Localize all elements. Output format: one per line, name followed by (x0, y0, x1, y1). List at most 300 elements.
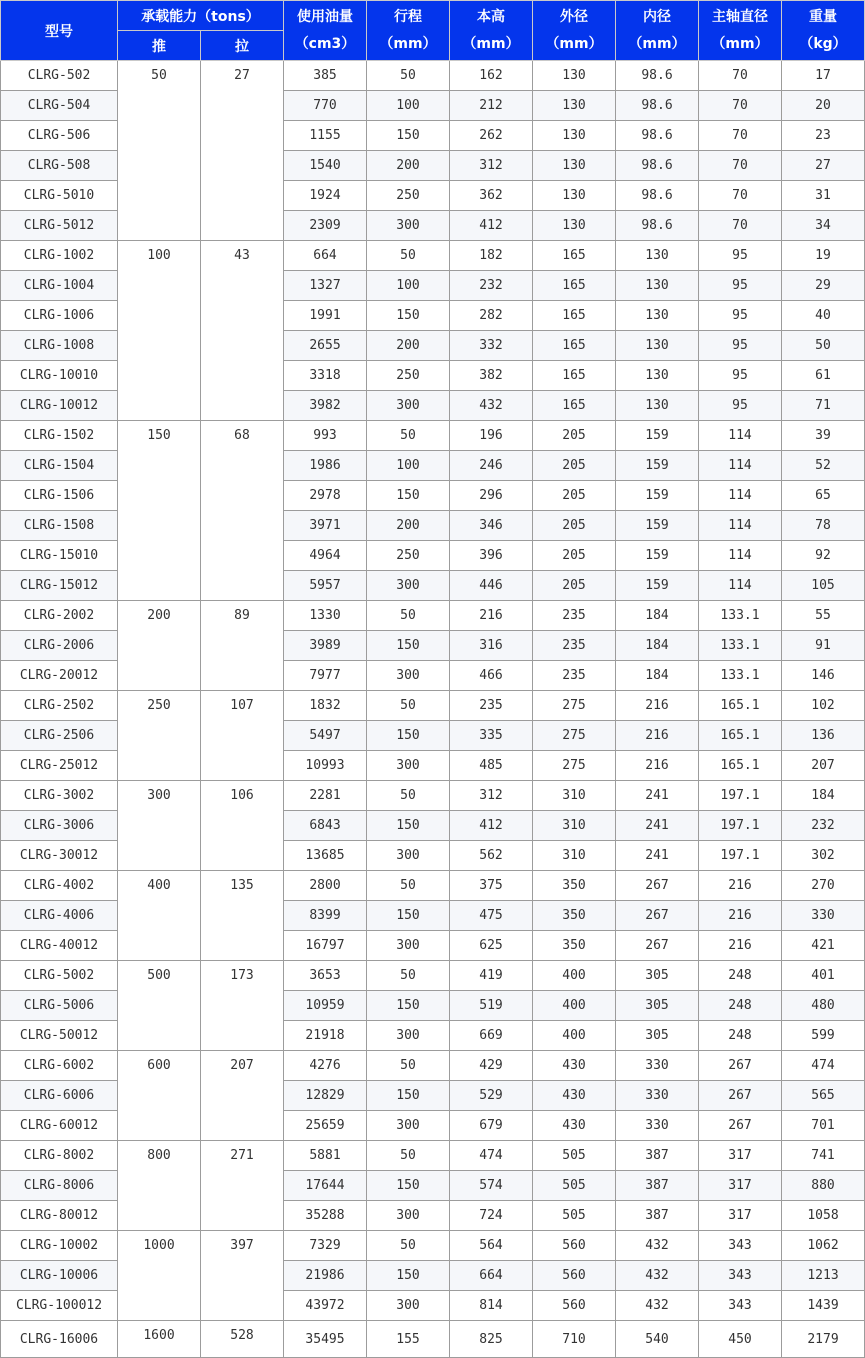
weight-cell: 20 (782, 91, 865, 121)
height-cell: 375 (450, 871, 533, 901)
model-cell: CLRG-10006 (1, 1261, 118, 1291)
outer-dia-cell: 430 (533, 1081, 616, 1111)
col-header-outer-dia-label: 外径 (560, 8, 588, 25)
stroke-cell: 300 (367, 1201, 450, 1231)
height-cell: 262 (450, 121, 533, 151)
inner-dia-cell: 130 (616, 301, 699, 331)
stroke-cell: 100 (367, 451, 450, 481)
col-header-weight (782, 1, 865, 61)
inner-dia-cell: 432 (616, 1261, 699, 1291)
outer-dia-cell: 130 (533, 61, 616, 91)
weight-cell: 78 (782, 511, 865, 541)
push-capacity-cell: 300 (118, 781, 201, 871)
shaft-dia-cell: 216 (699, 871, 782, 901)
inner-dia-cell: 216 (616, 751, 699, 781)
col-header-oil-unit: （cm3） (294, 35, 356, 52)
weight-cell: 29 (782, 271, 865, 301)
col-header-shaft-dia-label: 主轴直径 (712, 8, 768, 25)
oil-cell: 664 (284, 241, 367, 271)
model-cell: CLRG-1006 (1, 301, 118, 331)
stroke-cell: 150 (367, 1081, 450, 1111)
inner-dia-cell: 387 (616, 1141, 699, 1171)
model-cell: CLRG-1504 (1, 451, 118, 481)
shaft-dia-cell: 95 (699, 301, 782, 331)
weight-cell: 27 (782, 151, 865, 181)
col-header-inner-dia (616, 1, 699, 61)
shaft-dia-cell: 248 (699, 991, 782, 1021)
stroke-cell: 300 (367, 751, 450, 781)
inner-dia-cell: 130 (616, 391, 699, 421)
oil-cell: 3318 (284, 361, 367, 391)
oil-cell: 25659 (284, 1111, 367, 1141)
height-cell: 162 (450, 61, 533, 91)
stroke-cell: 150 (367, 811, 450, 841)
outer-dia-cell: 165 (533, 331, 616, 361)
oil-cell: 5881 (284, 1141, 367, 1171)
pull-capacity-cell: 207 (201, 1051, 284, 1141)
height-cell: 519 (450, 991, 533, 1021)
stroke-cell: 50 (367, 1141, 450, 1171)
weight-cell: 31 (782, 181, 865, 211)
model-cell: CLRG-10002 (1, 1231, 118, 1261)
oil-cell: 7329 (284, 1231, 367, 1261)
stroke-cell: 150 (367, 991, 450, 1021)
inner-dia-cell: 159 (616, 541, 699, 571)
oil-cell: 1924 (284, 181, 367, 211)
height-cell: 475 (450, 901, 533, 931)
outer-dia-cell: 430 (533, 1111, 616, 1141)
stroke-cell: 100 (367, 91, 450, 121)
oil-cell: 993 (284, 421, 367, 451)
col-header-outer-dia-unit: （mm） (545, 35, 603, 52)
col-header-capacity: 承载能力（tons） (118, 1, 284, 31)
stroke-cell: 300 (367, 1291, 450, 1321)
model-cell: CLRG-10010 (1, 361, 118, 391)
model-cell: CLRG-2506 (1, 721, 118, 751)
stroke-cell: 50 (367, 691, 450, 721)
weight-cell: 1058 (782, 1201, 865, 1231)
height-cell: 335 (450, 721, 533, 751)
model-cell: CLRG-6002 (1, 1051, 118, 1081)
oil-cell: 35495 (284, 1321, 367, 1358)
oil-cell: 3653 (284, 961, 367, 991)
col-header-outer-dia (533, 1, 616, 61)
outer-dia-cell: 710 (533, 1321, 616, 1358)
height-cell: 312 (450, 781, 533, 811)
outer-dia-cell: 505 (533, 1141, 616, 1171)
shaft-dia-cell: 267 (699, 1081, 782, 1111)
shaft-dia-cell: 197.1 (699, 841, 782, 871)
inner-dia-cell: 98.6 (616, 211, 699, 241)
weight-cell: 17 (782, 61, 865, 91)
model-cell: CLRG-40012 (1, 931, 118, 961)
shaft-dia-cell: 114 (699, 541, 782, 571)
shaft-dia-cell: 197.1 (699, 781, 782, 811)
outer-dia-cell: 560 (533, 1291, 616, 1321)
weight-cell: 40 (782, 301, 865, 331)
outer-dia-cell: 505 (533, 1201, 616, 1231)
inner-dia-cell: 241 (616, 841, 699, 871)
weight-cell: 1062 (782, 1231, 865, 1261)
inner-dia-cell: 267 (616, 931, 699, 961)
outer-dia-cell: 350 (533, 901, 616, 931)
outer-dia-cell: 235 (533, 601, 616, 631)
model-cell: CLRG-80012 (1, 1201, 118, 1231)
shaft-dia-cell: 95 (699, 271, 782, 301)
model-cell: CLRG-16006 (1, 1321, 118, 1358)
col-header-weight-unit: （kg） (799, 35, 847, 52)
inner-dia-cell: 184 (616, 631, 699, 661)
height-cell: 485 (450, 751, 533, 781)
oil-cell: 35288 (284, 1201, 367, 1231)
col-header-inner-dia-label: 内径 (643, 8, 671, 25)
stroke-cell: 50 (367, 1051, 450, 1081)
height-cell: 679 (450, 1111, 533, 1141)
stroke-cell: 200 (367, 511, 450, 541)
stroke-cell: 150 (367, 1261, 450, 1291)
shaft-dia-cell: 95 (699, 391, 782, 421)
inner-dia-cell: 305 (616, 1021, 699, 1051)
model-cell: CLRG-5012 (1, 211, 118, 241)
height-cell: 669 (450, 1021, 533, 1051)
shaft-dia-cell: 248 (699, 961, 782, 991)
weight-cell: 2179 (782, 1321, 865, 1358)
oil-cell: 1327 (284, 271, 367, 301)
stroke-cell: 50 (367, 961, 450, 991)
height-cell: 296 (450, 481, 533, 511)
inner-dia-cell: 159 (616, 571, 699, 601)
shaft-dia-cell: 216 (699, 901, 782, 931)
stroke-cell: 50 (367, 601, 450, 631)
height-cell: 246 (450, 451, 533, 481)
weight-cell: 102 (782, 691, 865, 721)
pull-capacity-cell: 89 (201, 601, 284, 691)
outer-dia-cell: 275 (533, 751, 616, 781)
stroke-cell: 150 (367, 631, 450, 661)
table-row (1, 241, 865, 271)
height-cell: 196 (450, 421, 533, 451)
shaft-dia-cell: 267 (699, 1111, 782, 1141)
table-header (1, 1, 865, 61)
stroke-cell: 150 (367, 901, 450, 931)
table-row (1, 1231, 865, 1261)
oil-cell: 1155 (284, 121, 367, 151)
model-cell: CLRG-8006 (1, 1171, 118, 1201)
shaft-dia-cell: 317 (699, 1141, 782, 1171)
table-row (1, 691, 865, 721)
stroke-cell: 300 (367, 1111, 450, 1141)
outer-dia-cell: 130 (533, 91, 616, 121)
push-capacity-cell: 600 (118, 1051, 201, 1141)
oil-cell: 6843 (284, 811, 367, 841)
shaft-dia-cell: 197.1 (699, 811, 782, 841)
outer-dia-cell: 130 (533, 121, 616, 151)
height-cell: 466 (450, 661, 533, 691)
push-capacity-cell: 250 (118, 691, 201, 781)
model-cell: CLRG-502 (1, 61, 118, 91)
inner-dia-cell: 305 (616, 961, 699, 991)
push-capacity-cell: 1000 (118, 1231, 201, 1321)
outer-dia-cell: 130 (533, 211, 616, 241)
height-cell: 235 (450, 691, 533, 721)
shaft-dia-cell: 165.1 (699, 691, 782, 721)
weight-cell: 146 (782, 661, 865, 691)
col-header-oil (284, 1, 367, 61)
height-cell: 216 (450, 601, 533, 631)
col-header-pull: 拉 (201, 31, 284, 61)
shaft-dia-cell: 114 (699, 451, 782, 481)
stroke-cell: 50 (367, 61, 450, 91)
stroke-cell: 300 (367, 1021, 450, 1051)
oil-cell: 3982 (284, 391, 367, 421)
shaft-dia-cell: 70 (699, 61, 782, 91)
outer-dia-cell: 165 (533, 361, 616, 391)
model-cell: CLRG-3002 (1, 781, 118, 811)
stroke-cell: 300 (367, 841, 450, 871)
shaft-dia-cell: 70 (699, 121, 782, 151)
inner-dia-cell: 159 (616, 511, 699, 541)
stroke-cell: 150 (367, 301, 450, 331)
outer-dia-cell: 310 (533, 841, 616, 871)
shaft-dia-cell: 248 (699, 1021, 782, 1051)
oil-cell: 2978 (284, 481, 367, 511)
weight-cell: 1213 (782, 1261, 865, 1291)
inner-dia-cell: 159 (616, 451, 699, 481)
model-cell: CLRG-30012 (1, 841, 118, 871)
stroke-cell: 50 (367, 421, 450, 451)
outer-dia-cell: 130 (533, 151, 616, 181)
height-cell: 432 (450, 391, 533, 421)
model-cell: CLRG-2502 (1, 691, 118, 721)
shaft-dia-cell: 450 (699, 1321, 782, 1358)
oil-cell: 2800 (284, 871, 367, 901)
inner-dia-cell: 98.6 (616, 91, 699, 121)
shaft-dia-cell: 70 (699, 151, 782, 181)
weight-cell: 92 (782, 541, 865, 571)
oil-cell: 385 (284, 61, 367, 91)
oil-cell: 43972 (284, 1291, 367, 1321)
outer-dia-cell: 205 (533, 481, 616, 511)
inner-dia-cell: 184 (616, 661, 699, 691)
model-cell: CLRG-4006 (1, 901, 118, 931)
outer-dia-cell: 430 (533, 1051, 616, 1081)
weight-cell: 565 (782, 1081, 865, 1111)
weight-cell: 34 (782, 211, 865, 241)
push-capacity-cell: 150 (118, 421, 201, 601)
outer-dia-cell: 560 (533, 1231, 616, 1261)
oil-cell: 21986 (284, 1261, 367, 1291)
outer-dia-cell: 165 (533, 301, 616, 331)
oil-cell: 7977 (284, 661, 367, 691)
shaft-dia-cell: 114 (699, 571, 782, 601)
oil-cell: 13685 (284, 841, 367, 871)
height-cell: 474 (450, 1141, 533, 1171)
spec-table-body (1, 61, 865, 1358)
outer-dia-cell: 205 (533, 541, 616, 571)
weight-cell: 105 (782, 571, 865, 601)
col-header-oil-label: 使用油量 (297, 8, 353, 25)
model-cell: CLRG-25012 (1, 751, 118, 781)
inner-dia-cell: 216 (616, 691, 699, 721)
outer-dia-cell: 235 (533, 661, 616, 691)
model-cell: CLRG-3006 (1, 811, 118, 841)
stroke-cell: 155 (367, 1321, 450, 1358)
height-cell: 396 (450, 541, 533, 571)
height-cell: 664 (450, 1261, 533, 1291)
inner-dia-cell: 98.6 (616, 151, 699, 181)
oil-cell: 4964 (284, 541, 367, 571)
inner-dia-cell: 241 (616, 781, 699, 811)
inner-dia-cell: 387 (616, 1201, 699, 1231)
outer-dia-cell: 310 (533, 781, 616, 811)
model-cell: CLRG-504 (1, 91, 118, 121)
col-header-stroke (367, 1, 450, 61)
outer-dia-cell: 205 (533, 451, 616, 481)
outer-dia-cell: 505 (533, 1171, 616, 1201)
weight-cell: 421 (782, 931, 865, 961)
push-capacity-cell: 100 (118, 241, 201, 421)
stroke-cell: 150 (367, 121, 450, 151)
weight-cell: 61 (782, 361, 865, 391)
table-row (1, 421, 865, 451)
header-row-1 (1, 1, 865, 31)
shaft-dia-cell: 95 (699, 331, 782, 361)
height-cell: 419 (450, 961, 533, 991)
stroke-cell: 300 (367, 661, 450, 691)
push-capacity-cell: 800 (118, 1141, 201, 1231)
stroke-cell: 50 (367, 1231, 450, 1261)
col-header-stroke-unit: （mm） (379, 35, 437, 52)
model-cell: CLRG-508 (1, 151, 118, 181)
oil-cell: 4276 (284, 1051, 367, 1081)
inner-dia-cell: 184 (616, 601, 699, 631)
height-cell: 212 (450, 91, 533, 121)
weight-cell: 55 (782, 601, 865, 631)
height-cell: 574 (450, 1171, 533, 1201)
col-header-weight-label: 重量 (809, 8, 837, 25)
height-cell: 562 (450, 841, 533, 871)
inner-dia-cell: 98.6 (616, 181, 699, 211)
shaft-dia-cell: 317 (699, 1201, 782, 1231)
stroke-cell: 50 (367, 781, 450, 811)
stroke-cell: 300 (367, 931, 450, 961)
oil-cell: 1986 (284, 451, 367, 481)
stroke-cell: 150 (367, 1171, 450, 1201)
oil-cell: 10993 (284, 751, 367, 781)
shaft-dia-cell: 70 (699, 211, 782, 241)
oil-cell: 1991 (284, 301, 367, 331)
oil-cell: 5957 (284, 571, 367, 601)
stroke-cell: 250 (367, 181, 450, 211)
outer-dia-cell: 400 (533, 991, 616, 1021)
model-cell: CLRG-4002 (1, 871, 118, 901)
shaft-dia-cell: 343 (699, 1291, 782, 1321)
model-cell: CLRG-1508 (1, 511, 118, 541)
stroke-cell: 250 (367, 541, 450, 571)
model-cell: CLRG-5010 (1, 181, 118, 211)
oil-cell: 5497 (284, 721, 367, 751)
inner-dia-cell: 267 (616, 901, 699, 931)
outer-dia-cell: 205 (533, 571, 616, 601)
oil-cell: 12829 (284, 1081, 367, 1111)
table-row (1, 781, 865, 811)
height-cell: 232 (450, 271, 533, 301)
col-header-push: 推 (118, 31, 201, 61)
oil-cell: 2281 (284, 781, 367, 811)
model-cell: CLRG-5006 (1, 991, 118, 1021)
weight-cell: 302 (782, 841, 865, 871)
height-cell: 312 (450, 151, 533, 181)
weight-cell: 599 (782, 1021, 865, 1051)
model-cell: CLRG-2006 (1, 631, 118, 661)
col-header-model: 型号 (1, 1, 118, 61)
inner-dia-cell: 130 (616, 361, 699, 391)
shaft-dia-cell: 317 (699, 1171, 782, 1201)
pull-capacity-cell: 397 (201, 1231, 284, 1321)
inner-dia-cell: 330 (616, 1051, 699, 1081)
inner-dia-cell: 130 (616, 241, 699, 271)
oil-cell: 3989 (284, 631, 367, 661)
outer-dia-cell: 400 (533, 1021, 616, 1051)
height-cell: 316 (450, 631, 533, 661)
table-row (1, 871, 865, 901)
stroke-cell: 250 (367, 361, 450, 391)
inner-dia-cell: 130 (616, 271, 699, 301)
weight-cell: 401 (782, 961, 865, 991)
height-cell: 412 (450, 211, 533, 241)
inner-dia-cell: 130 (616, 331, 699, 361)
col-header-height-unit: （mm） (462, 35, 520, 52)
shaft-dia-cell: 114 (699, 421, 782, 451)
outer-dia-cell: 400 (533, 961, 616, 991)
height-cell: 412 (450, 811, 533, 841)
weight-cell: 23 (782, 121, 865, 151)
table-row (1, 961, 865, 991)
shaft-dia-cell: 114 (699, 481, 782, 511)
model-cell: CLRG-10012 (1, 391, 118, 421)
model-cell: CLRG-5002 (1, 961, 118, 991)
weight-cell: 52 (782, 451, 865, 481)
model-cell: CLRG-1502 (1, 421, 118, 451)
model-cell: CLRG-1008 (1, 331, 118, 361)
height-cell: 332 (450, 331, 533, 361)
model-cell: CLRG-1004 (1, 271, 118, 301)
stroke-cell: 200 (367, 151, 450, 181)
oil-cell: 1540 (284, 151, 367, 181)
model-cell: CLRG-2002 (1, 601, 118, 631)
stroke-cell: 300 (367, 571, 450, 601)
table-row (1, 1141, 865, 1171)
height-cell: 529 (450, 1081, 533, 1111)
height-cell: 825 (450, 1321, 533, 1358)
weight-cell: 184 (782, 781, 865, 811)
weight-cell: 701 (782, 1111, 865, 1141)
oil-cell: 16797 (284, 931, 367, 961)
height-cell: 182 (450, 241, 533, 271)
stroke-cell: 300 (367, 211, 450, 241)
weight-cell: 1439 (782, 1291, 865, 1321)
col-header-stroke-label: 行程 (394, 8, 422, 25)
table-row (1, 1321, 865, 1358)
oil-cell: 17644 (284, 1171, 367, 1201)
col-header-shaft-dia (699, 1, 782, 61)
height-cell: 346 (450, 511, 533, 541)
outer-dia-cell: 205 (533, 421, 616, 451)
pull-capacity-cell: 528 (201, 1321, 284, 1358)
model-cell: CLRG-15010 (1, 541, 118, 571)
model-cell: CLRG-60012 (1, 1111, 118, 1141)
outer-dia-cell: 350 (533, 931, 616, 961)
